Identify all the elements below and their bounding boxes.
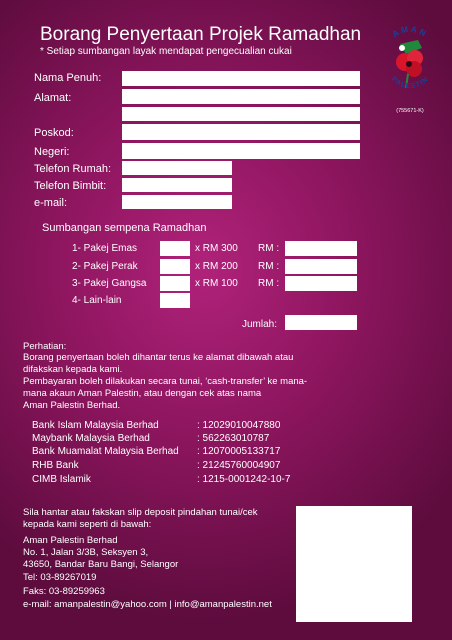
alamat-label: Alamat:: [34, 92, 72, 104]
package-price: x RM 300: [195, 243, 238, 254]
alamat-input-line2[interactable]: [122, 107, 360, 121]
telefon-bimbit-label: Telefon Bimbit:: [34, 180, 107, 192]
total-label: Jumlah:: [242, 319, 278, 330]
bank-name: Bank Muamalat Malaysia Berhad: [32, 446, 179, 457]
notice-line: Aman Palestin Berhad.: [23, 400, 121, 411]
logo-bottom-text: PALESTIN: [389, 75, 431, 91]
package-price: x RM 200: [195, 261, 238, 272]
telefon-rumah-input[interactable]: [122, 161, 232, 175]
package-quantity-input[interactable]: [160, 276, 190, 291]
package-amount-input[interactable]: [285, 241, 357, 256]
package-rm-label: RM :: [258, 261, 280, 272]
email-input[interactable]: [122, 195, 232, 209]
logo-top-text: AMAN: [390, 23, 430, 40]
total-amount-input[interactable]: [285, 315, 357, 330]
svg-text:AMAN: [390, 24, 429, 39]
notice-line: difakskan kepada kami.: [23, 364, 123, 375]
poskod-label: Poskod:: [34, 127, 74, 139]
logo-reg-number: (755671-K): [396, 108, 424, 114]
notice-line: mana akaun Aman Palestin, atau dengan cek atas nama: [23, 388, 262, 399]
telefon-rumah-label: Telefon Rumah:: [34, 163, 112, 175]
telefon-bimbit-input[interactable]: [122, 178, 232, 192]
address-line: 43650, Bandar Baru Bangi, Selangor: [23, 559, 179, 570]
bank-name: Bank Islam Malaysia Berhad: [32, 420, 159, 431]
bank-account: : 21245760004907: [197, 460, 281, 471]
svg-text:PALESTIN: [390, 76, 430, 90]
package-rm-label: RM :: [258, 243, 280, 254]
negeri-input[interactable]: [122, 143, 360, 159]
address-line: Faks: 03-89259963: [23, 586, 105, 597]
address-line: e-mail: amanpalestin@yahoo.com | info@amanpalestin.net: [23, 599, 272, 610]
form-title: Borang Penyertaan Projek Ramadhan: [40, 24, 362, 45]
negeri-label: Negeri:: [34, 146, 70, 158]
logo-emblem: [378, 18, 442, 116]
contact-intro-line: kepada kami seperti di bawah:: [23, 519, 152, 530]
package-price: x RM 100: [195, 278, 238, 289]
package-label: 2- Pakej Perak: [72, 261, 138, 272]
nama-label: Nama Penuh:: [34, 72, 102, 84]
contact-intro-line: Sila hantar atau fakskan slip deposit pindahan tunai/cek: [23, 507, 258, 518]
bank-name: Maybank Malaysia Berhad: [32, 433, 150, 444]
nama-input[interactable]: [122, 71, 360, 86]
bank-name: CIMB Islamik: [32, 474, 91, 485]
bank-account: : 562263010787: [197, 433, 270, 444]
deposit-slip-box[interactable]: [296, 506, 412, 622]
aman-palestin-logo: [378, 18, 442, 116]
poskod-input[interactable]: [122, 124, 360, 140]
alamat-input-line1[interactable]: [122, 89, 360, 104]
package-quantity-input[interactable]: [160, 259, 190, 274]
notice-heading: Perhatian:: [23, 341, 67, 352]
contribution-heading: Sumbangan sempena Ramadhan: [42, 222, 207, 234]
package-amount-input[interactable]: [285, 259, 357, 274]
address-line: Aman Palestin Berhad: [23, 535, 118, 546]
email-label: e-mail:: [34, 197, 68, 209]
package-amount-input[interactable]: [285, 276, 357, 291]
notice-line: Borang penyertaan boleh dihantar terus ke alamat dibawah atau: [23, 352, 294, 363]
package-quantity-input[interactable]: [160, 241, 190, 256]
package-label: 3- Pakej Gangsa: [72, 278, 147, 289]
bank-account: : 12029010047880: [197, 420, 281, 431]
bank-name: RHB Bank: [32, 460, 79, 471]
tax-note: * Setiap sumbangan layak mendapat pengecualian cukai: [40, 46, 292, 57]
notice-line: Pembayaran boleh dilakukan secara tunai, ‘cash-transfer’ ke mana-: [23, 376, 308, 387]
bank-account: : 1215-0001242-10-7: [197, 474, 291, 485]
package-rm-label: RM :: [258, 278, 280, 289]
package-label: 4- Lain-lain: [72, 295, 122, 306]
address-line: Tel: 03-89267019: [23, 572, 97, 583]
package-label: 1- Pakej Emas: [72, 243, 138, 254]
package-quantity-input[interactable]: [160, 293, 190, 308]
bank-account: : 12070005133717: [197, 446, 281, 457]
address-line: No. 1, Jalan 3/3B, Seksyen 3,: [23, 547, 149, 558]
